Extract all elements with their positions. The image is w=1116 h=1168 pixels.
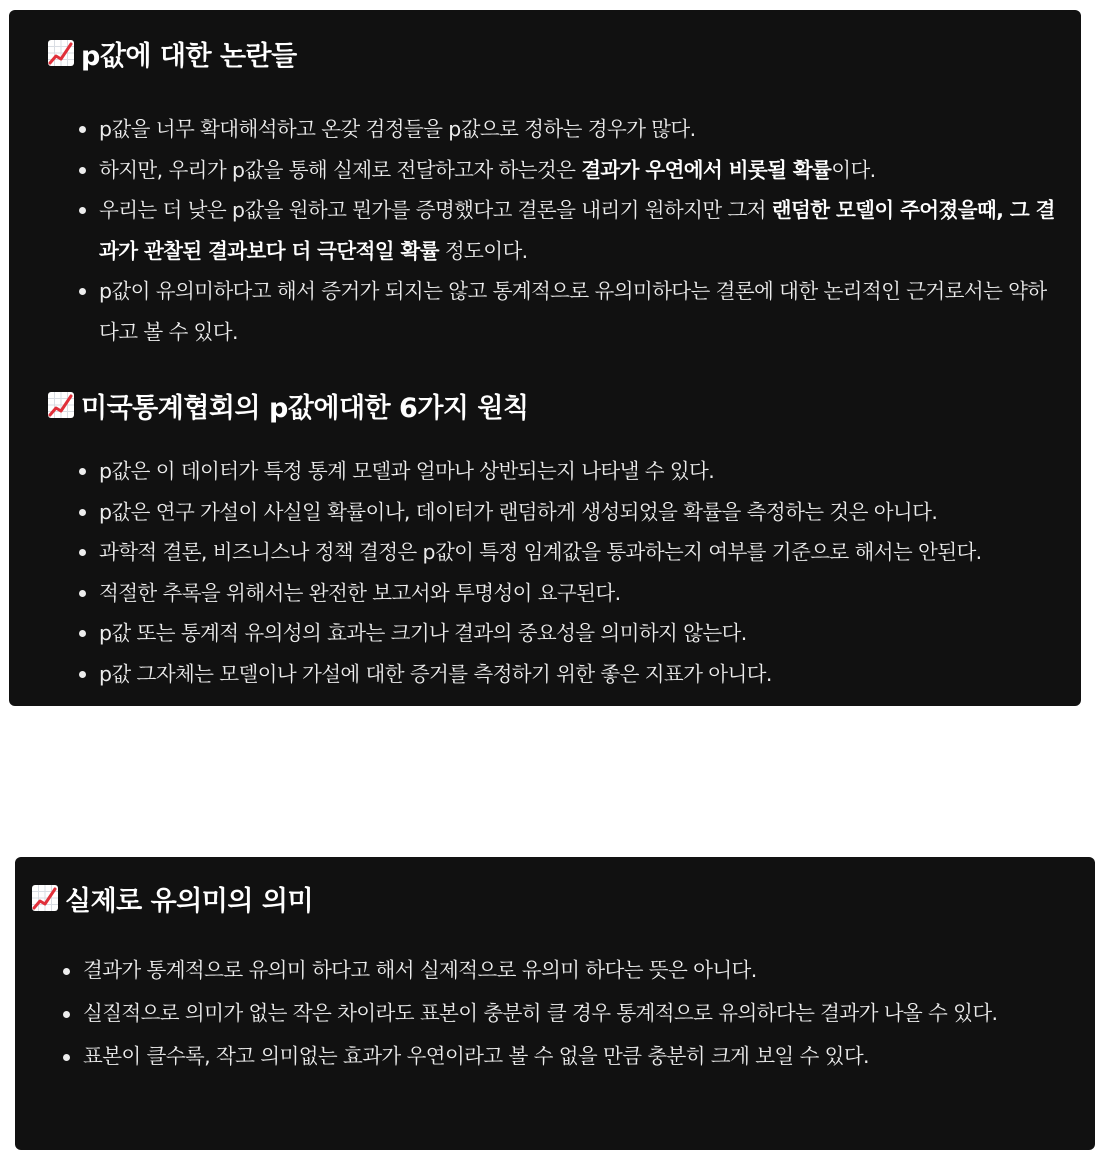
- section-heading-asa-principles: [47, 384, 1057, 426]
- list-item: p값은 연구 가설이 사실일 확률이나, 데이터가 랜덤하게 생성되었을 확률을 측정하는 것은 아니다.: [47, 492, 1057, 533]
- list-item: p값을 너무 확대해석하고 온갖 검정들을 p값으로 정하는 경우가 많다.: [47, 109, 1057, 150]
- section-title: 미국통계협회의 p값에대한 6가지 원칙: [81, 392, 529, 424]
- bullet-list-3: [31, 949, 1071, 1078]
- section-title: p값에 대한 논란들: [81, 40, 297, 72]
- list-item: 과학적 결론, 비즈니스나 정책 결정은 p값이 특정 임계값을 통과하는지 여부를 기준으로 해서는 안된다.: [47, 532, 1057, 573]
- list-item: 우리는 더 낮은 p값을 원하고 뭔가를 증명했다고 결론을 내리기 원하지만 그저 랜덤한 모델이 주어졌을때, 그 결과가 관찰된 결과보다 더 극단적일 확률 정도이다.: [47, 190, 1057, 271]
- list-item: 결과가 통계적으로 유의미 하다고 해서 실제적으로 유의미 하다는 뜻은 아니다.: [31, 949, 1071, 992]
- list-item: p값 또는 통계적 유의성의 효과는 크기나 결과의 중요성을 의미하지 않는다.: [47, 613, 1057, 654]
- list-item: p값 그자체는 모델이나 가설에 대한 증거를 측정하기 위한 좋은 지표가 아니다.: [47, 654, 1057, 695]
- list-item: 표본이 클수록, 작고 의미없는 효과가 우연이라고 볼 수 없을 만큼 충분히 크게 보일 수 있다.: [31, 1035, 1071, 1078]
- bullet-list-1: [47, 109, 1057, 352]
- list-item: p값은 이 데이터가 특정 통계 모델과 얼마나 상반되는지 나타낼 수 있다.: [47, 451, 1057, 492]
- section-heading-p-value-controversy: [47, 32, 1057, 74]
- chart-increasing-icon: [31, 884, 59, 912]
- list-item: 적절한 추록을 위해서는 완전한 보고서와 투명성이 요구된다.: [47, 573, 1057, 614]
- bullet-list-2: [47, 451, 1057, 694]
- chart-increasing-icon: [47, 391, 75, 419]
- list-item: 하지만, 우리가 p값을 통해 실제로 전달하고자 하는것은 결과가 우연에서 비롯될 확률이다.: [47, 150, 1057, 191]
- list-item: 실질적으로 의미가 없는 작은 차이라도 표본이 충분히 클 경우 통계적으로 유의하다는 결과가 나올 수 있다.: [31, 992, 1071, 1035]
- content-card-2: [15, 857, 1095, 1150]
- section-heading-practical-significance: [31, 877, 1071, 919]
- content-card-1: [9, 10, 1081, 706]
- section-title: 실제로 유의미의 의미: [65, 885, 314, 917]
- list-item: p값이 유의미하다고 해서 증거가 되지는 않고 통계적으로 유의미하다는 결론에 대한 논리적인 근거로서는 약하다고 볼 수 있다.: [47, 271, 1057, 352]
- chart-increasing-icon: [47, 39, 75, 67]
